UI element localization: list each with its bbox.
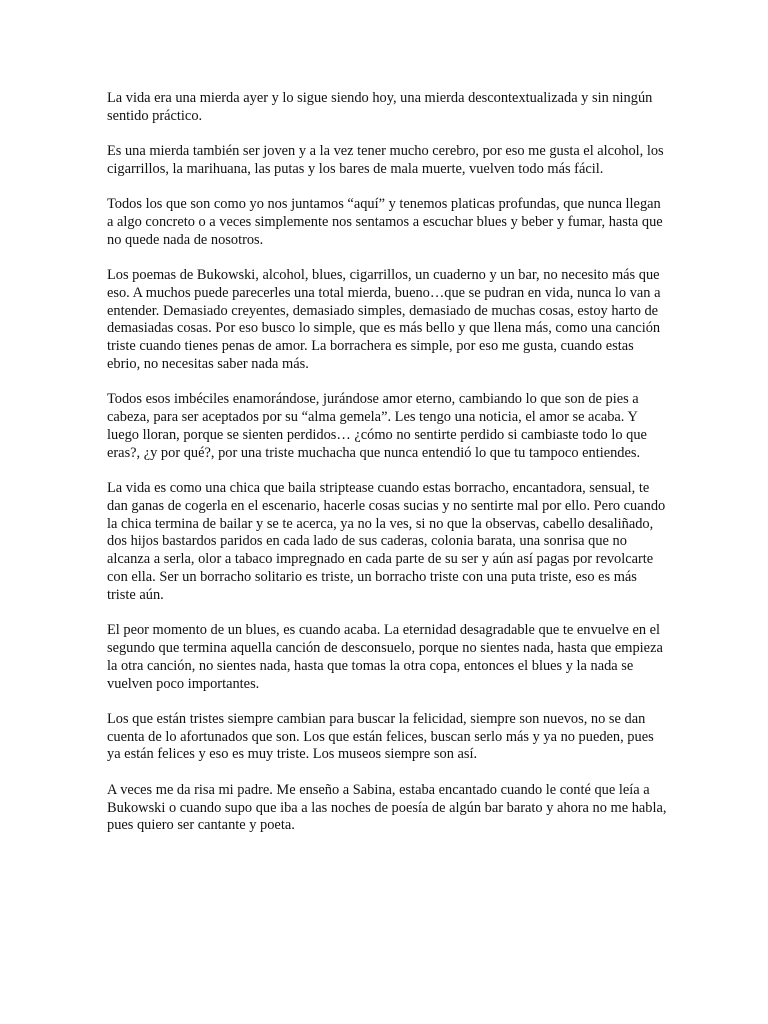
paragraph-1: La vida era una mierda ayer y lo sigue siendo hoy, una mierda descontextualizada y sin ningún sentido práctico. [107, 90, 653, 124]
paragraph-5: Todos esos imbéciles enamorándose, jurándose amor eterno, cambiando lo que son de pies a cabeza, para ser aceptados por su “alma gemela”. Les tengo una noticia, el amor se acaba. Y luego lloran, porque se sienten perdidos… ¿cómo no sentirte perdido si cambiaste todo lo que eras?, ¿y por qué?, por una triste muchacha que nunca entendió lo que tu tampoco entiendes. [107, 391, 647, 461]
paragraph-4: Los poemas de Bukowski, alcohol, blues, cigarrillos, un cuaderno y un bar, no necesito más que eso. A muchos puede parecerles una total mierda, bueno…que se pudran en vida, nunca lo van a entender. Demasiado creyentes, demasiado simples, demasiado de muchas cosas, estoy harto de demasiadas cosas. Por eso busco lo simple, que es más bello y que llena más, como una canción triste cuando tienes penas de amor. La borrachera es simple, por eso me gusta, cuando estas ebrio, no necesitas saber nada más. [107, 267, 661, 373]
document-body [107, 90, 667, 853]
paragraph-6: La vida es como una chica que baila striptease cuando estas borracho, encantadora, sensual, te dan ganas de cogerla en el escenario, hacerle cosas sucias y no sentirte mal por ello. Pero cuando la chica termina de bailar y se te acerca, ya no la ves, si no que la observas, cabello desaliñado, dos hijos bastardos paridos en cada lado de sus caderas, colonia barata, una sonrisa que no alcanza a serla, olor a tabaco impregnado en cada parte de su ser y aún así pagas por revolcarte con ella. Ser un borracho solitario es triste, un borracho triste con una puta triste, eso es más triste aún. [107, 480, 666, 603]
paragraph-3: Todos los que son como yo nos juntamos “aquí” y tenemos platicas profundas, que nunca llegan a algo concreto o a veces simplemente nos sentamos a escuchar blues y beber y fumar, hasta que no quede nada de nosotros. [107, 196, 663, 248]
paragraph-2: Es una mierda también ser joven y a la vez tener mucho cerebro, por eso me gusta el alcohol, los cigarrillos, la marihuana, las putas y los bares de mala muerte, vuelven todo más fácil. [107, 143, 664, 177]
paragraph-7: El peor momento de un blues, es cuando acaba. La eternidad desagradable que te envuelve en el segundo que termina aquella canción de desconsuelo, porque no sientes nada, hasta que empieza la otra canción, no sientes nada, hasta que tomas la otra copa, entonces el blues y la nada se vuelven poco importantes. [107, 622, 663, 692]
paragraph-8: Los que están tristes siempre cambian para buscar la felicidad, siempre son nuevos, no se dan cuenta de lo afortunados que son. Los que están felices, buscan serlo más y ya no pueden, pues ya están felices y eso es muy triste. Los museos siempre son así. [107, 710, 654, 763]
paragraph-9: A veces me da risa mi padre. Me enseño a Sabina, estaba encantado cuando le conté que leía a Bukowski o cuando supo que iba a las noches de poesía de algún bar barato y ahora no me habla, pues quiero ser cantante y poeta. [107, 781, 667, 834]
